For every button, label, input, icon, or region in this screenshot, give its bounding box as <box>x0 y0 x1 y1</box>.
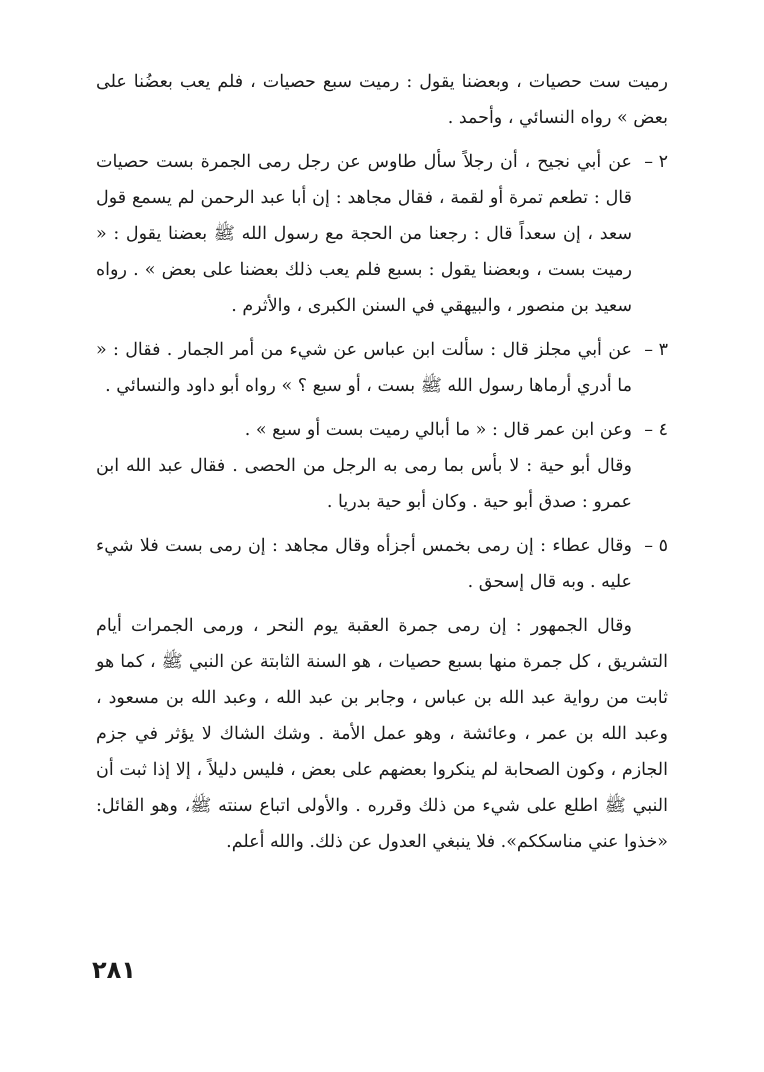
conclusion-paragraph: وقال الجمهور : إن رمى جمرة العقبة يوم النحر ، ورمى الجمرات أيام التشريق ، كل جمرة منها بسبع حصيات ، هو السنة الثابتة عن النبي ﷺ ، كما هو ثابت من رواية عبد الله بن عباس ، وجابر بن عبد الله ، وعبد الله بن مسعود ، وعبد الله بن عمر ، وعائشة ، وهو عمل الأمة . وشك الشاك لا يؤثر في جزم الجازم ، وكون الصحابة لم ينكروا بعضهم على بعض ، فليس دليلاً ، إلا إذا ثبت أن النبي ﷺ اطلع على شيء من ذلك وقرره . والأولى اتباع سنته ﷺ، وهو القائل: «خذوا عني مناسككم». فلا ينبغي العدول عن ذلك. والله أعلم. <box>96 616 668 852</box>
item-text: وقال عطاء : إن رمى بخمس أجزأه وقال مجاهد : إن رمى بست فلا شيء عليه . وبه قال إسحق . <box>96 536 632 592</box>
item-number: ٣ – <box>644 340 668 360</box>
list-item-4 <box>96 412 668 520</box>
item-number: ٥ – <box>644 536 668 556</box>
list-item-3 <box>96 332 668 404</box>
item-subtext: وقال أبو حية : لا بأس بما رمى به الرجل من الحصى . فقال عبد الله ابن عمرو : صدق أبو حية . وكان أبو حية بدريا . <box>96 456 632 512</box>
item-number: ٢ – <box>644 152 668 172</box>
page-number: ٢٨١ <box>92 956 136 984</box>
item-number: ٤ – <box>644 420 668 440</box>
item-text: عن أبي نجيح ، أن رجلاً سأل طاوس عن رجل رمى الجمرة بست حصيات قال : تطعم تمرة أو لقمة ، فقال مجاهد : إن أبا عبد الرحمن لم يسمع قول سعد ، إن سعداً قال : رجعنا من الحجة مع رسول الله ﷺ بعضنا يقول : « رميت بست ، وبعضنا يقول : بسبع فلم يعب ذلك بعضنا على بعض » . رواه سعيد بن منصور ، والبيهقي في السنن الكبرى ، والأثرم . <box>96 152 632 316</box>
page-content <box>96 64 668 860</box>
item-text: عن أبي مجلز قال : سألت ابن عباس عن شيء من أمر الجمار . فقال : « ما أدري أرماها رسول الله ﷺ بست ، أو سبع ؟ » رواه أبو داود والنسائي . <box>96 340 632 396</box>
item-text: وعن ابن عمر قال : « ما أبالي رميت بست أو سبع » . <box>244 420 632 440</box>
list-item-5 <box>96 528 668 600</box>
continuation-paragraph: رميت ست حصيات ، وبعضنا يقول : رميت سبع حصيات ، فلم يعب بعضُنا على بعض » رواه النسائي ، وأحمد . <box>96 72 668 128</box>
list-item-2 <box>96 144 668 324</box>
